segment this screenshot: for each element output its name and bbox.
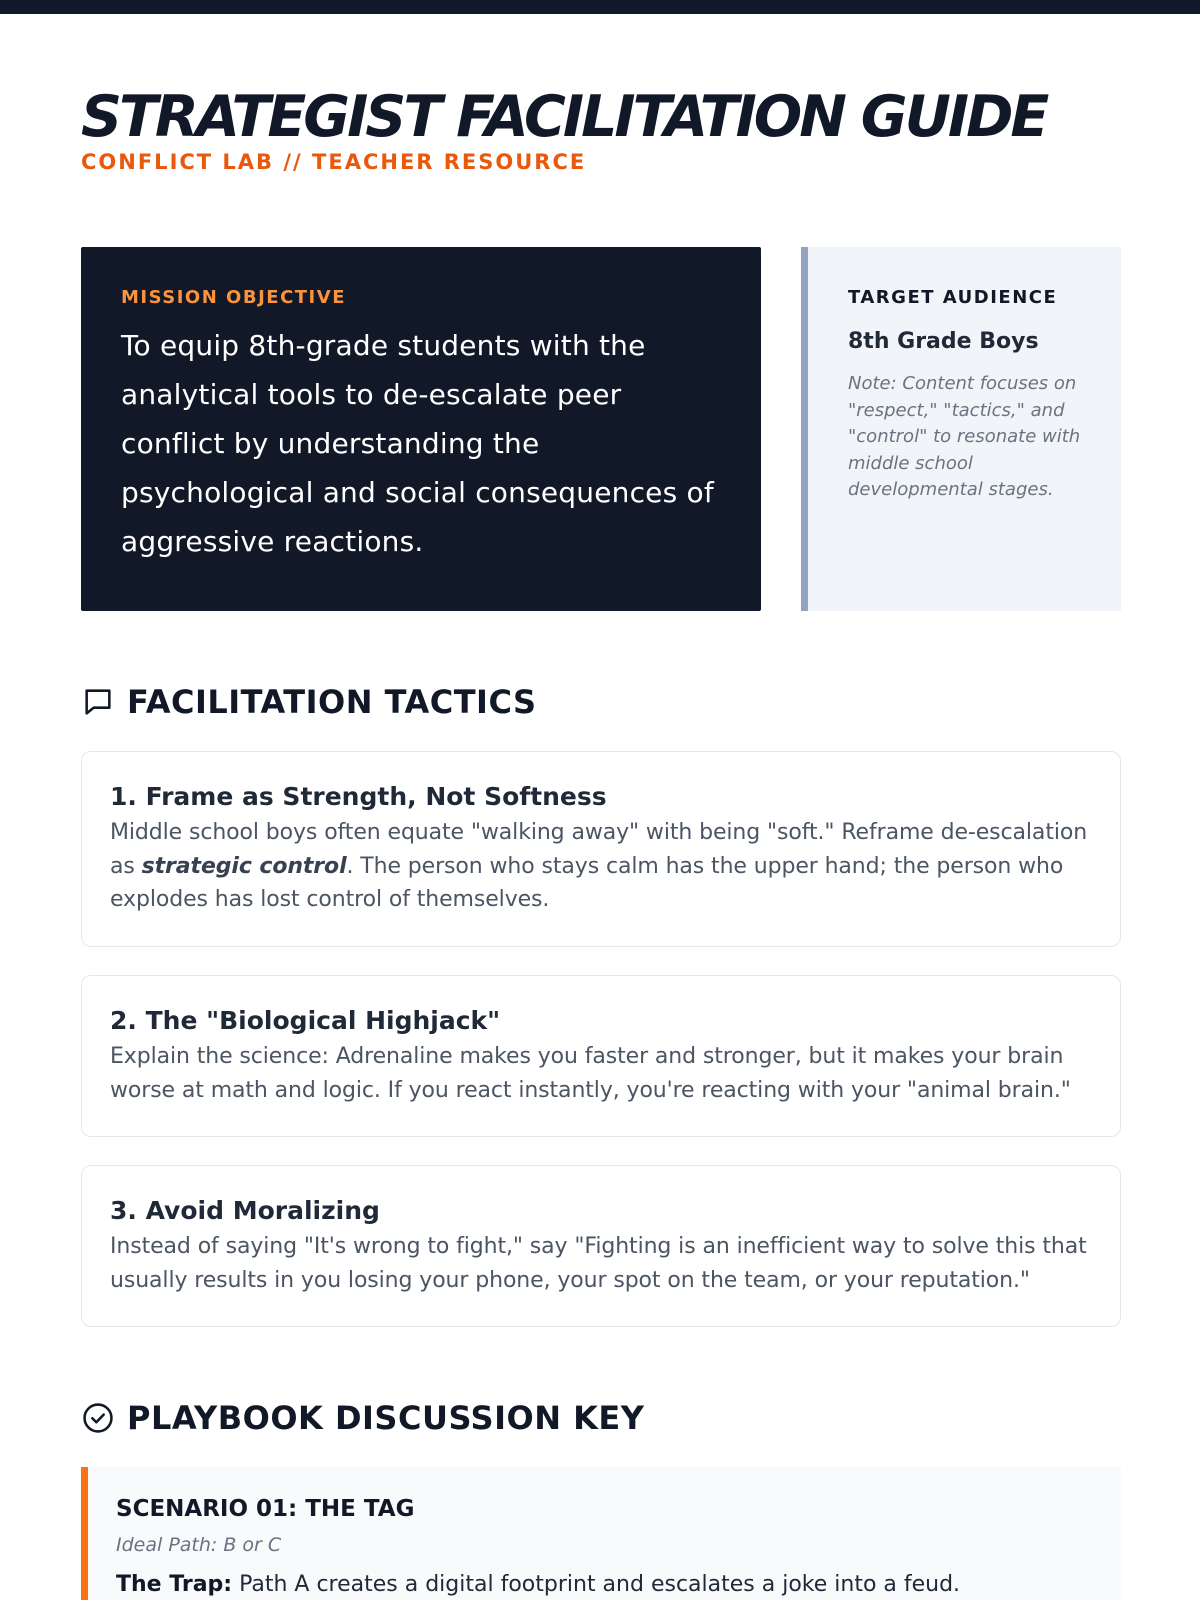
- tactic-card: [81, 751, 1121, 947]
- check-circle-icon: [81, 1401, 115, 1435]
- scenario-title: SCENARIO 01: THE TAG: [116, 1496, 415, 1522]
- trap-text: Path A creates a digital footprint and escalates a joke into a feud.: [232, 1572, 961, 1597]
- scenario-trap: [116, 1571, 1093, 1599]
- audience-value: 8th Grade Boys: [848, 329, 1039, 354]
- section-title-tactics: FACILITATION TACTICS: [127, 683, 537, 721]
- top-bar: [0, 0, 1200, 14]
- tactic-card: [81, 1165, 1121, 1327]
- scenario-card: [81, 1467, 1121, 1600]
- tactic-title: 3. Avoid Moralizing: [110, 1196, 380, 1225]
- tactic-body: [110, 816, 1092, 917]
- section-title-playbook: PLAYBOOK DISCUSSION KEY: [127, 1399, 645, 1437]
- mission-text: To equip 8th-grade students with the analytical tools to de-escalate peer conflict by understanding the psychological and social consequences of aggressive reactions.: [121, 329, 714, 558]
- tactic-body-text: Middle school boys often equate "walking away" with being "soft." Reframe de-escalation as: [110, 820, 1088, 879]
- trap-label: The Trap:: [116, 1572, 233, 1597]
- tactic-body: Explain the science: Adrenaline makes you faster and stronger, but it makes your brain worse at math and logic. If you react instantly, you're reacting with your "animal brain.": [110, 1044, 1071, 1103]
- playbook-discussion-header: [81, 1399, 644, 1437]
- tactic-title: 1. Frame as Strength, Not Softness: [110, 782, 607, 811]
- tactic-body: Instead of saying "It's wrong to fight," say "Fighting is an inefficient way to solve this that usually results in you losing your phone, your spot on the team, or your reputation.": [110, 1234, 1087, 1293]
- audience-label: TARGET AUDIENCE: [848, 287, 1058, 308]
- scenario-ideal-path: Ideal Path: B or C: [116, 1534, 282, 1556]
- page-subtitle: CONFLICT LAB // TEACHER RESOURCE: [81, 150, 587, 174]
- facilitation-tactics-header: [81, 683, 537, 721]
- tactic-body-text-end: . The person who stays calm has the upper hand; the person who explodes has lost control of themselves.: [110, 853, 1064, 912]
- chat-bubble-icon: [81, 685, 115, 719]
- target-audience-panel: [801, 247, 1121, 611]
- tactic-body-emphasis: strategic control: [141, 853, 347, 879]
- page-title: STRATEGIST FACILITATION GUIDE: [81, 84, 1047, 150]
- mission-label: MISSION OBJECTIVE: [121, 287, 346, 308]
- tactic-card: [81, 975, 1121, 1137]
- audience-note: Note: Content focuses on "respect," "tactics," and "control" to resonate with middle school developmental stages.: [848, 373, 1081, 500]
- mission-objective-panel: [81, 247, 761, 611]
- tactic-title: 2. The "Biological Highjack": [110, 1006, 501, 1035]
